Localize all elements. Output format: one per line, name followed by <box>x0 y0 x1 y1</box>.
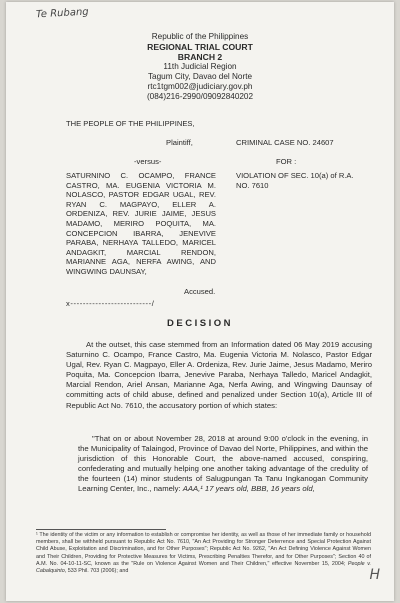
header-republic: Republic of the Philippines <box>151 32 249 41</box>
caption-accused-names: SATURNINO C. OCAMPO, FRANCE CASTRO, MA. EUGENIA VICTORIA M. NOLASCO, PASTOR EDGAR UGAL, REV. RYAN C. MAGPAYO, ELLER A. ORDENIZA, REV. JURIE JAIME, JESUS MADAMO, MERIRO POQUITA, MA. CONCEPCION IBARRA, JENEVIVE PARABA, NERHAYA TALLEDO, MARICEL ANDAGKIT, MARCIAL RENDON, MARIANNE AGA, NERFA AWING, AND WINGWING DAUNSAY, <box>66 171 216 276</box>
quote-italic: AAA,¹ 17 years old, BBB, 16 years old, <box>182 484 315 494</box>
caption-for: FOR : <box>276 157 297 166</box>
caption-versus: -versus- <box>134 157 162 166</box>
header-phone: (084)216-2990/09092840202 <box>146 92 254 101</box>
footnote-text: ¹ The identity of the victim or any information to establish or compromise her identity, as well as those of her immediate family or household members, shall be withheld pursuant to Republic Act No. 7610, "An Act Providing for Stronger Deterrence and Special Protection Against Child Abuse, Exploitation and Discrimination, and for Other Purposes"; Republic Act No. 9262, "An Act Defining Violence Against Women and Their Children, Providing for Protective Measures for Victims, Prescribing Penalties Therefor, and for Other Purposes"; Section 40 of A.M. No. 04-10-11-SC, known as the "Rule on Violence Against Women and Their Children," effective November 15, 2004; <box>36 532 371 567</box>
footnote <box>36 532 371 575</box>
decision-body <box>66 340 372 411</box>
quote-paragraph <box>78 434 368 495</box>
header-email: rtc1tgm002@judiciary.gov.ph <box>147 82 253 91</box>
caption-violation: VIOLATION OF SEC. 10(a) of R.A. NO. 7610 <box>236 171 354 190</box>
handwritten-note: Te Rubang <box>35 6 89 21</box>
header-city: Tagum City, Davao del Norte <box>147 72 253 81</box>
header-region: 11th Judicial Region <box>163 62 237 71</box>
caption-case-number: CRIMINAL CASE NO. 24607 <box>236 138 334 147</box>
quote-text: "That on or about November 28, 2018 at around 9:00 o'clock in the evening, in the Municipality of Talaingod, Province of Davao del Norte, Philippines, and within the jurisdiction of this Honorable Court, the above-named accused, conspiring, confederating and mutually helping one another taking advantage of the credulity of the fourteen (14) minor students of Salugpungan Ta Tanu Ingkanogan Community Learning Center, Inc., namely: <box>78 434 369 494</box>
case-caption <box>66 119 386 308</box>
footnote-citation: People v. Cabalquinto <box>36 560 371 575</box>
caption-accused-label: Accused. <box>184 287 216 296</box>
body-paragraph: At the outset, this case stemmed from an Information dated 06 May 2019 accusing Saturnino C. Ocampo, France Castro, Ma. Eugenia Victoria M. Nolasco, Pastor Edgar Ugal, Rev. Ryan C. Magpayo, Eller A. Ordeniza, Rev. Jurie Jaime, Jesus Madamo, Meriro Poquita, Ma. Concepcion Ibarra, Jenevive Paraba, Nerhaya Talledo, Maricel Andagkit, Marcial Rendon, Ariel Ansan, Marianne Aga, Nerfa Awing, and Wingwing Daunsay of committing acts of child abuse, defined and penalized under Section 10(a), Article III of Republic Act No. 7610, the accusatory portion of which states: <box>66 340 372 410</box>
court-header <box>6 32 394 102</box>
footnote-citation-rest: , 533 Phil. 703 (2006); and <box>64 568 129 575</box>
caption-plaintiff: Plaintiff, <box>166 138 193 147</box>
footnote-separator <box>36 529 166 530</box>
caption-closing-line: x--------------------------/ <box>66 299 155 308</box>
document-page <box>6 2 394 601</box>
information-quote <box>78 434 368 495</box>
handwritten-initial: H <box>369 567 380 583</box>
header-court-name: REGIONAL TRIAL COURT <box>147 42 253 52</box>
header-branch: BRANCH 2 <box>177 52 223 62</box>
document-title: DECISION <box>167 318 233 329</box>
caption-people: THE PEOPLE OF THE PHILIPPINES, <box>66 119 195 128</box>
